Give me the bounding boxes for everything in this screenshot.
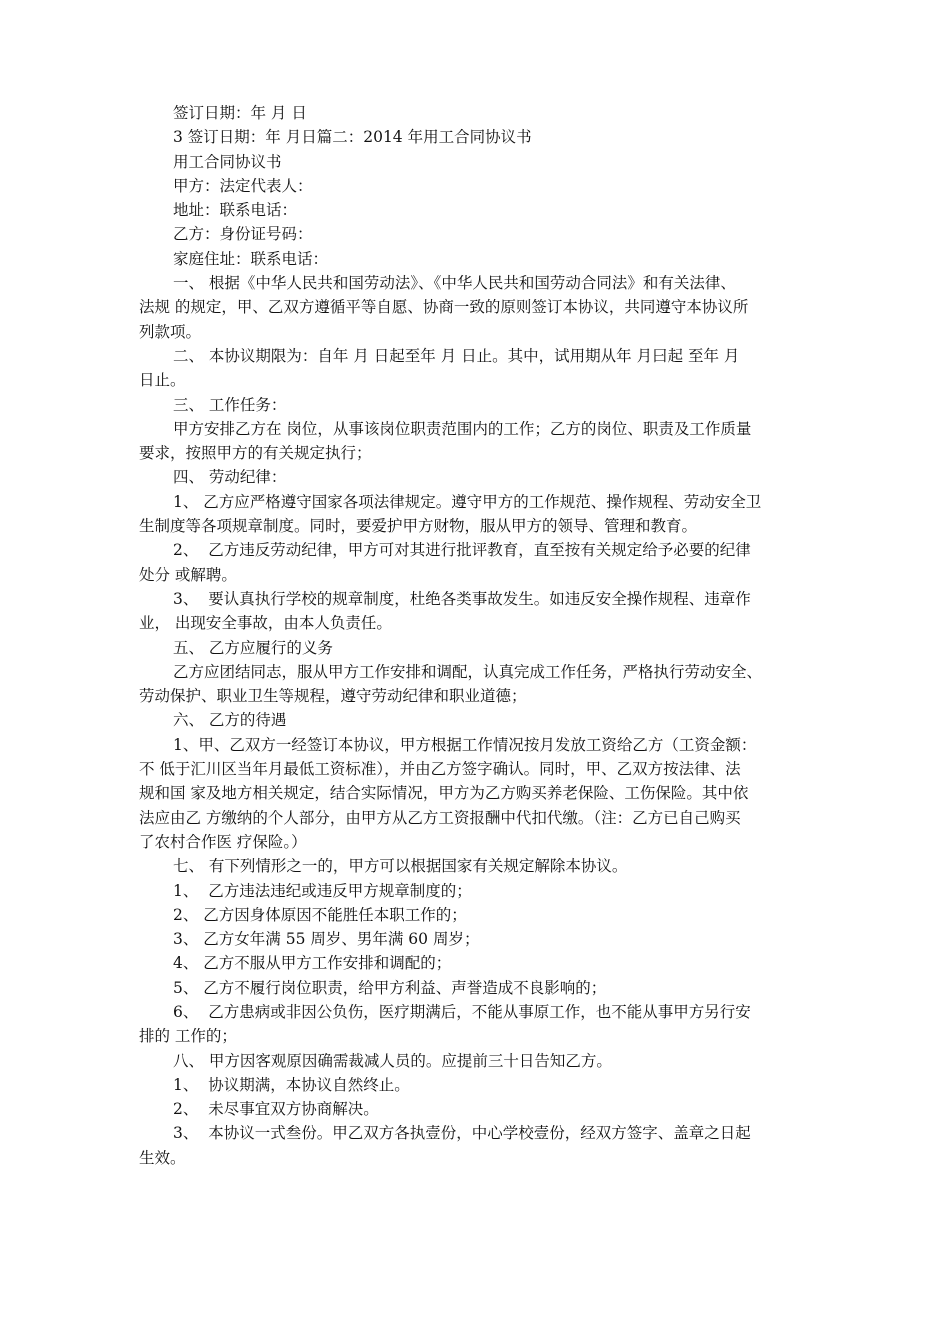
text-line: 6、 乙方患病或非因公负伤，医疗期满后，不能从事原工作，也不能从事甲方另行安	[173, 1002, 751, 1021]
text-line: 列款项。	[139, 322, 202, 341]
text-line: 劳动保护、职业卫生等规程，遵守劳动纪律和职业道德；	[139, 687, 527, 706]
text-line: 乙方：身份证号码：	[173, 225, 313, 244]
text-line: 3、 乙方女年满 55 周岁、男年满 60 周岁；	[173, 930, 480, 949]
text-line: 规和国 家及地方相关规定，结合实际情况，甲方为乙方购买养老保险、工伤保险。其中依	[139, 784, 749, 803]
text-line: 业， 出现安全事故，由本人负责任。	[139, 614, 392, 633]
text-line: 甲方安排乙方在 岗位，从事该岗位职责范围内的工作；乙方的岗位、职责及工作质量	[173, 419, 752, 438]
text-line: 地址：联系电话：	[173, 201, 298, 220]
text-line: 了农村合作医 疗保险。）	[139, 832, 307, 851]
text-line: 一、 根据《中华人民共和国劳动法》、《中华人民共和国劳动合同法》和有关法律、	[173, 274, 736, 293]
text-line: 处分 或解聘。	[139, 565, 237, 584]
text-line: 五、 乙方应履行的义务	[173, 638, 333, 657]
text-line: 七、 有下列情形之一的，甲方可以根据国家有关规定解除本协议。	[173, 857, 628, 876]
text-line: 1、 协议期满，本协议自然终止。	[173, 1075, 410, 1094]
text-line: 1、 乙方应严格遵守国家各项法律规定。遵守甲方的工作规范、操作规程、劳动安全卫	[173, 492, 762, 511]
text-line: 2、 未尽事宜双方协商解决。	[173, 1100, 379, 1119]
text-line: 排的 工作的；	[139, 1027, 237, 1046]
document-body	[139, 101, 829, 1170]
text-line: 3 签订日期：年 月日篇二：2014 年用工合同协议书	[173, 128, 532, 147]
text-line: 5、 乙方不履行岗位职责，给甲方利益、声誉造成不良影响的；	[173, 978, 607, 997]
text-line: 签订日期：年 月 日	[173, 104, 307, 122]
text-line: 要求，按照甲方的有关规定执行；	[139, 444, 372, 463]
text-line: 1、 乙方违法违纪或违反甲方规章制度的；	[173, 881, 472, 900]
text-line: 二、 本协议期限为：自年 月 日起至年 月 日止。其中，试用期从年 月曰起 至年 月	[173, 346, 740, 365]
text-line: 2、 乙方因身体原因不能胜任本职工作的；	[173, 905, 467, 924]
text-line: 3、 本协议一式叁份。甲乙双方各执壹份，中心学校壹份，经双方签字、盖章之日起	[173, 1124, 751, 1143]
text-line: 用工合同协议书	[173, 152, 282, 171]
text-line: 乙方应团结同志，服从甲方工作安排和调配，认真完成工作任务，严格执行劳动安全、	[173, 662, 763, 681]
text-line: 3、 要认真执行学校的规章制度，杜绝各类事故发生。如违反安全操作规程、违章作	[173, 589, 751, 608]
text-line: 生效。	[139, 1148, 186, 1167]
text-line: 三、 工作任务：	[173, 395, 287, 414]
text-line: 家庭住址：联系电话：	[173, 249, 329, 268]
text-line: 八、 甲方因客观原因确需裁减人员的。应提前三十日告知乙方。	[173, 1051, 612, 1070]
text-line: 生制度等各项规章制度。同时，要爱护甲方财物，服从甲方的领导、管理和教育。	[139, 517, 698, 536]
text-line: 六、 乙方的待遇	[173, 711, 287, 730]
text-line: 1、甲、乙双方一经签订本协议，甲方根据工作情况按月发放工资给乙方（工资金额：	[173, 735, 757, 754]
text-line: 4、 乙方不服从甲方工作安排和调配的；	[173, 954, 452, 973]
text-line: 2、 乙方违反劳动纪律，甲方可对其进行批评教育，直至按有关规定给予必要的纪律	[173, 541, 751, 560]
text-line: 法规 的规定，甲、乙双方遵循平等自愿、协商一致的原则签订本协议，共同遵守本协议所	[139, 298, 749, 317]
text-line: 法应由乙 方缴纳的个人部分，由甲方从乙方工资报酬中代扣代缴。（注：乙方已自己购买	[139, 808, 741, 827]
text-line: 日止。	[139, 371, 186, 390]
text-line: 不 低于汇川区当年月最低工资标准），并由乙方签字确认。同时，甲、乙双方按法律、法	[139, 760, 741, 779]
text-line: 四、 劳动纪律：	[173, 468, 287, 487]
text-line: 甲方：法定代表人：	[173, 176, 313, 195]
